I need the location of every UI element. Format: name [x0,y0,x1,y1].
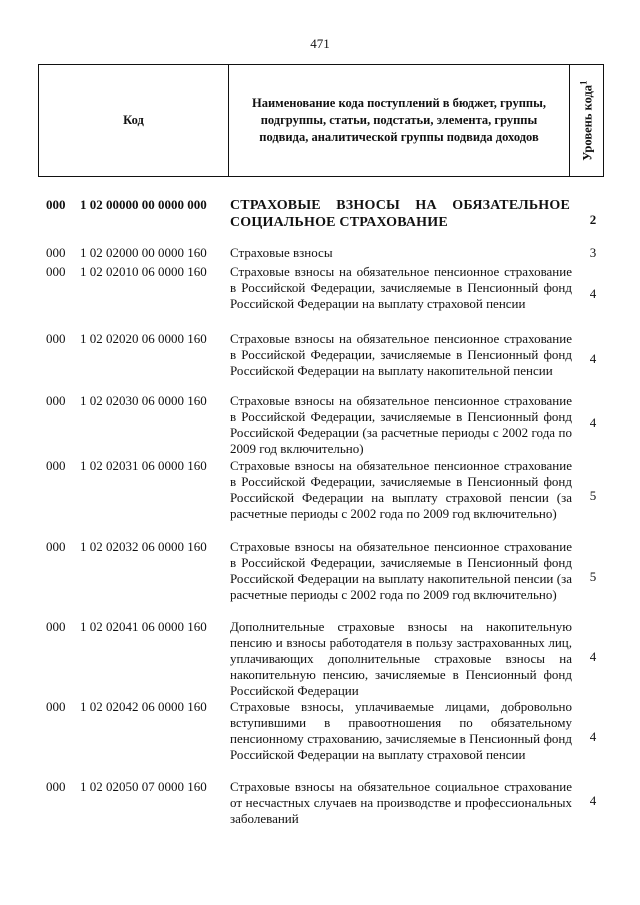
revenue-name: Страховые взносы на обязательное социальное страхование от несчастных случаев на производстве и профессиональных заболеваний [230,779,572,826]
revenue-name: Страховые взносы, уплачиваемые лицами, добровольно вступившими в правоотношения по обязательному пенсионному страхованию, зачисляемые в Пенсионный фонд Российской Федерации на выплату страховой пенсии [230,699,572,762]
revenue-name: Страховые взносы на обязательное пенсионное страхование в Российской Федерации, зачисляемые в Пенсионный фонд Российской Федерации на выплату накопительной пенсии (за расчетные периоды с 2002 года по 2009 год включительно) [230,539,572,602]
code-level: 4 [589,793,597,808]
revenue-name: Дополнительные страховые взносы на накопительную пенсию и взносы работодателя в пользу застрахованных лиц, уплачивающих дополнительные страховые взносы на накопительную пенсию, зачисляемые в Пенсионный фонд Российской Федерации [230,619,572,698]
code-level: 4 [589,351,597,366]
admin-code: 000 [46,393,66,408]
revenue-code: 1 02 02042 06 0000 160 [80,699,207,714]
revenue-code: 1 02 02020 06 0000 160 [80,331,207,346]
admin-code: 000 [46,458,66,473]
code-level: 3 [589,245,597,260]
header-code: Код [39,65,229,176]
code-level: 4 [589,415,597,430]
admin-code: 000 [46,699,66,714]
code-level: 2 [589,212,597,227]
revenue-code: 1 02 02030 06 0000 160 [80,393,207,408]
revenue-code: 1 02 02031 06 0000 160 [80,458,207,473]
revenue-code: 1 02 02000 00 0000 160 [80,245,207,260]
admin-code: 000 [46,619,66,634]
code-level: 4 [589,649,597,664]
code-level: 4 [589,286,597,301]
revenue-name: СТРАХОВЫЕ ВЗНОСЫ НА ОБЯЗАТЕЛЬНОЕ СОЦИАЛЬНОЕ СТРАХОВАНИЕ [230,198,570,230]
code-level: 5 [589,569,597,584]
code-level: 4 [589,729,597,744]
code-level: 5 [589,488,597,503]
revenue-code: 1 02 02010 06 0000 160 [80,264,207,279]
revenue-code: 1 02 02050 07 0000 160 [80,779,207,794]
admin-code: 000 [46,197,66,212]
revenue-code: 1 02 02032 06 0000 160 [80,539,207,554]
revenue-code: 1 02 00000 00 0000 000 [80,197,207,212]
admin-code: 000 [46,331,66,346]
revenue-name: Страховые взносы на обязательное пенсионное страхование в Российской Федерации, зачисляемые в Пенсионный фонд Российской Федерации на выплату страховой пенсии (за расчетные периоды с 2002 года по 2009 год включительно) [230,458,572,521]
revenue-name: Страховые взносы на обязательное пенсионное страхование в Российской Федерации, зачисляемые в Пенсионный фонд Российской Федерации (за расчетные периоды с 2002 года по 2009 год включительно) [230,393,572,456]
page-number: 471 [310,36,330,51]
admin-code: 000 [46,539,66,554]
table-header [38,64,604,177]
header-level [570,65,603,176]
revenue-code: 1 02 02041 06 0000 160 [80,619,207,634]
admin-code: 000 [46,245,66,260]
admin-code: 000 [46,264,66,279]
revenue-name: Страховые взносы [230,245,333,260]
header-name: Наименование кода поступлений в бюджет, группы, подгруппы, статьи, подстатьи, элемента, группы подвида, аналитической группы подвида доходов [229,65,570,176]
admin-code: 000 [46,779,66,794]
header-level-label: Уровень кода$^1$ [578,80,596,161]
revenue-name: Страховые взносы на обязательное пенсионное страхование в Российской Федерации, зачисляемые в Пенсионный фонд Российской Федерации на выплату страховой пенсии [230,264,572,311]
revenue-name: Страховые взносы на обязательное пенсионное страхование в Российской Федерации, зачисляемые в Пенсионный фонд Российской Федерации на выплату накопительной пенсии [230,331,572,378]
